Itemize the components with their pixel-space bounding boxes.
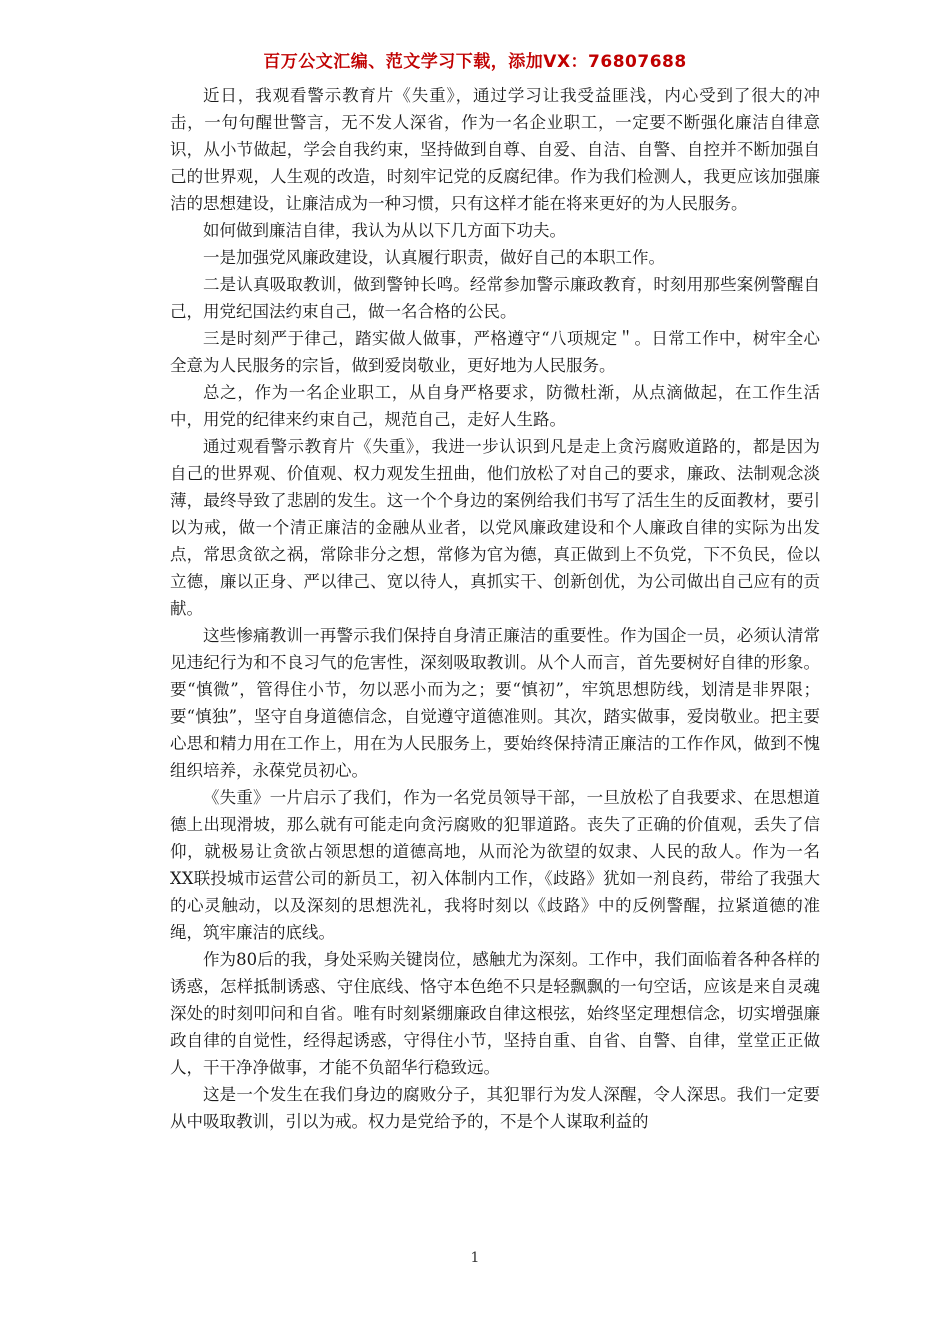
paragraph: 这些惨痛教训一再警示我们保持自身清正廉洁的重要性。作为国企一员，必须认清常见违纪行为和不良习气的危害性，深刻吸取教训。从个人而言，首先要树好自律的形象。要“慎微”，管得住小节，勿以恶小而为之；要“慎初”，牢筑思想防线，划清是非界限；要“慎独”，坚守自身道德信念，自觉遵守道德准则。其次，踏实做事，爱岗敬业。把主要心思和精力用在工作上，用在为人民服务上，要始终保持清正廉洁的工作作风，做到不愧组织培养，永葆党员初心。 xyxy=(170,626,820,780)
paragraph: 近日，我观看警示教育片《失重》，通过学习让我受益匪浅，内心受到了很大的冲击，一句句醒世警言，无不发人深省，作为一名企业职工，一定要不断强化廉洁自律意识，从小节做起，学会自我约束，坚持做到自尊、自爱、自洁、自警、自控并不断加强自己的世界观，人生观的改造，时刻牢记党的反腐纪律。作为我们检测人，我更应该加强廉洁的思想建设，让廉洁成为一种习惯，只有这样才能在将来更好的为人民服务。 xyxy=(170,86,820,213)
paragraph: 三是时刻严于律己，踏实做人做事，严格遵守“八项规定＂。日常工作中，树牢全心全意为人民服务的宗旨，做到爱岗敬业，更好地为人民服务。 xyxy=(170,329,820,375)
paragraph: 《失重》一片启示了我们，作为一名党员领导干部，一旦放松了自我要求、在思想道德上出现滑坡，那么就有可能走向贪污腐败的犯罪道路。丧失了正确的价值观，丢失了信仰，就极易让贪欲占领思想的道德高地，从而沦为欲望的奴隶、人民的敌人。作为一名XX联投城市运营公司的新员工，初入体制内工作，《歧路》犹如一剂良药，带给了我强大的心灵触动，以及深刻的思想洗礼，我将时刻以《歧路》中的反例警醒，拉紧道德的准绳，筑牢廉洁的底线。 xyxy=(170,788,820,942)
header-banner: 百万公文汇编、范文学习下载，添加VX：76807688 xyxy=(263,52,687,72)
paragraph: 一是加强党风廉政建设，认真履行职责，做好自己的本职工作。 xyxy=(203,248,665,267)
document-body xyxy=(170,82,820,1135)
paragraph: 总之，作为一名企业职工，从自身严格要求，防微杜渐，从点滴做起，在工作生活中，用党的纪律来约束自己，规范自己，走好人生路。 xyxy=(170,383,820,429)
paragraph: 通过观看警示教育片《失重》，我进一步认识到凡是走上贪污腐败道路的，都是因为自己的世界观、价值观、权力观发生扭曲，他们放松了对自己的要求，廉政、法制观念淡薄，最终导致了悲剧的发生。这一个个身边的案例给我们书写了活生生的反面教材，要引以为戒，做一个清正廉洁的金融从业者，以党风廉政建设和个人廉政自律的实际为出发点，常思贪欲之祸，常除非分之想，常修为官为德，真正做到上不负党，下不负民，俭以立德，廉以正身、严以律己、宽以待人，真抓实干、创新创优，为公司做出自己应有的贡献。 xyxy=(170,437,820,618)
page-number: 1 xyxy=(470,1250,480,1266)
paragraph: 作为80后的我，身处采购关键岗位，感触尤为深刻。工作中，我们面临着各种各样的诱惑，怎样抵制诱惑、守住底线、恪守本色绝不只是轻飘飘的一句空话，应该是来自灵魂深处的时刻叩问和自省。唯有时刻紧绷廉政自律这根弦，始终坚定理想信念，切实增强廉政自律的自觉性，经得起诱惑，守得住小节，坚持自重、自省、自警、自律，堂堂正正做人，干干净净做事，才能不负韶华行稳致远。 xyxy=(170,950,820,1077)
paragraph: 这是一个发生在我们身边的腐败分子，其犯罪行为发人深醒，令人深思。我们一定要从中吸取教训，引以为戒。权力是党给予的，不是个人谋取利益的 xyxy=(170,1085,820,1131)
paragraph: 如何做到廉洁自律，我认为从以下几方面下功夫。 xyxy=(203,221,566,240)
paragraph: 二是认真吸取教训，做到警钟长鸣。经常参加警示廉政教育，时刻用那些案例警醒自己，用党纪国法约束自己，做一名合格的公民。 xyxy=(170,275,820,321)
